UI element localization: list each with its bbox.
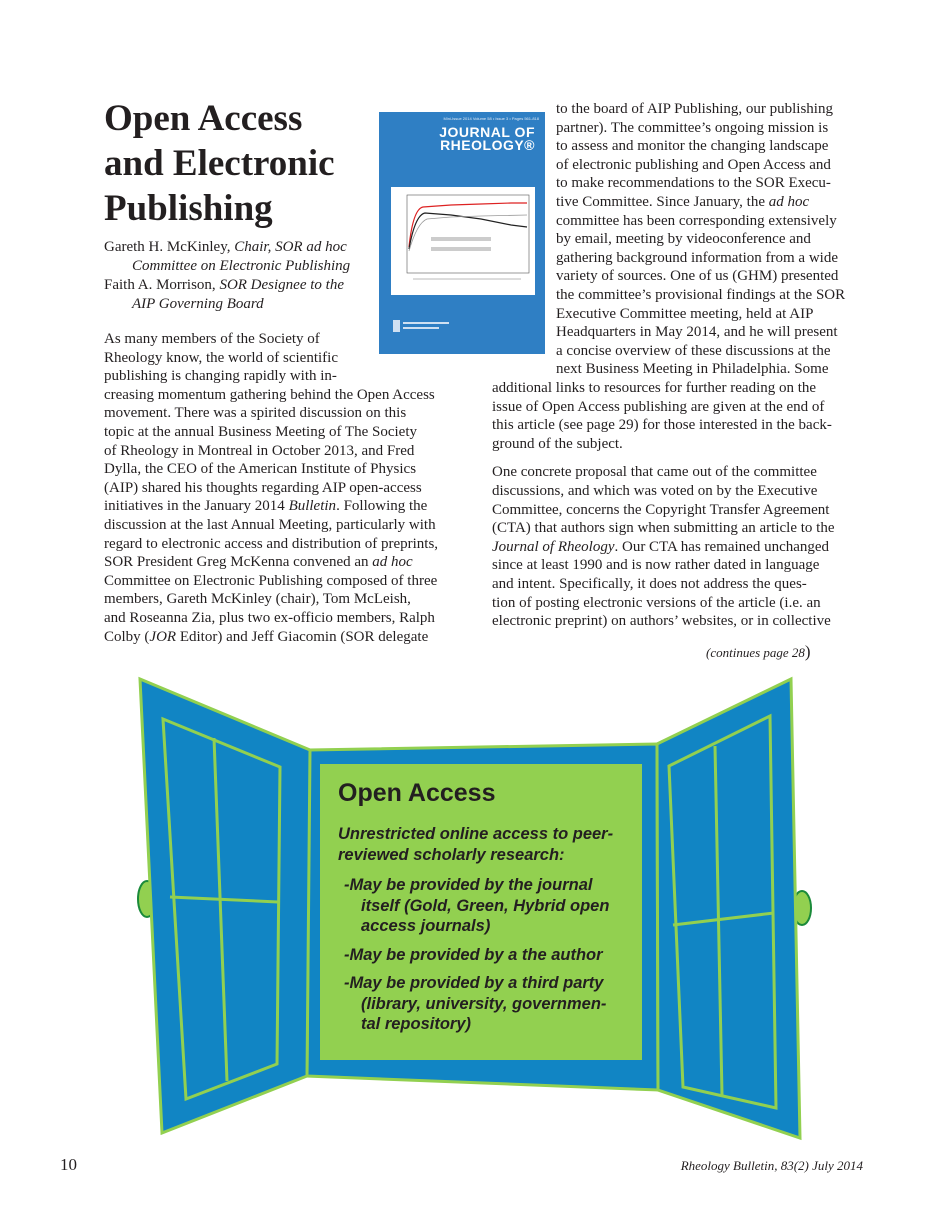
text-line: a concise overview of these discussions at the — [556, 342, 831, 359]
text-line: Journal of Rheology. Our CTA has remained unchanged — [492, 538, 830, 555]
author-name: Gareth H. McKinley, — [104, 239, 231, 255]
text-line: discussions, and which was voted on by the Executive — [492, 482, 818, 499]
text-line: (AIP) shared his thoughts regarding AIP open-access — [104, 479, 422, 496]
text-line: since at least 1990 and is now rather dated in language — [492, 557, 820, 574]
continues-note: (continues page 28) — [706, 642, 811, 661]
right-window-shutter — [657, 679, 800, 1138]
left-window-shutter — [140, 679, 310, 1133]
text-line: Colby (JOR Editor) and Jeff Giacomin (SOR delegate — [104, 628, 429, 645]
cover-volume: Mini-Issue 2014 Volume 58 • Issue 3 • Pages 561-818 — [443, 116, 539, 121]
cover-title: JOURNAL OF RHEOLOGY® — [439, 124, 535, 153]
text-line: partner). The committee’s ongoing mission is — [556, 119, 829, 136]
open-access-panel — [320, 764, 642, 1060]
panel-heading: Open Access — [338, 779, 496, 807]
text-line: Dylla, the CEO of the American Institute of Physics — [104, 461, 417, 478]
text-line: creasing momentum gathering behind the Open Access — [104, 386, 435, 403]
title-line: and Electronic — [104, 143, 335, 184]
text-line: initiatives in the January 2014 Bulletin. Following the — [104, 498, 428, 515]
text-line: electronic preprint) on authors’ websites, or in collective — [492, 613, 831, 630]
text-line: tive Committee. Since January, the ad hoc — [556, 193, 810, 210]
text-line: gathering background information from a wide — [556, 249, 838, 266]
text-line: and Roseanna Zia, plus two ex-officio members, Ralph — [104, 609, 435, 626]
text-line: by email, meeting by videoconference and — [556, 231, 811, 248]
text-line: the committee’s provisional findings at the SOR — [556, 286, 846, 303]
text-line: and intent. Specifically, it does not address the ques- — [492, 575, 807, 592]
text-line: One concrete proposal that came out of the committee — [492, 464, 817, 481]
panel-list-item: -May be provided by a third party (library, university, governmen- tal repository) — [344, 974, 607, 1033]
text-line: (CTA) that authors sign when submitting an article to the — [492, 520, 835, 537]
author-role: SOR Designee to the — [219, 277, 344, 293]
panel-list-item: -May be provided by a the author — [344, 945, 603, 964]
author-role: Chair, SOR ad hoc — [234, 239, 347, 255]
title-line: Publishing — [104, 188, 273, 229]
title-line: Open Access — [104, 98, 303, 139]
text-line: of Rheology in Montreal in October 2013, and Fred — [104, 442, 415, 459]
author-name: Faith A. Morrison, — [104, 277, 216, 293]
text-line: Rheology know, the world of scientific — [104, 349, 338, 366]
text-line: As many members of the Society of — [104, 331, 320, 347]
text-line: Headquarters in May 2014, and he will present — [556, 324, 838, 341]
text-line: to make recommendations to the SOR Execu- — [556, 175, 831, 192]
text-line: this article (see page 29) for those interested in the back- — [492, 417, 832, 434]
panel-list-item: -May be provided by the journal itself (Gold, Green, Hybrid open access journals) — [344, 876, 610, 935]
text-line: publishing is changing rapidly with in- — [104, 368, 337, 385]
text-line: next Business Meeting in Philadelphia. Some — [556, 361, 829, 378]
author-role: AIP Governing Board — [132, 296, 264, 312]
text-line: additional links to resources for further reading on the — [492, 380, 817, 396]
text-line: of electronic publishing and Open Access and — [556, 156, 831, 173]
text-line: movement. There was a spirited discussion on this — [104, 405, 407, 422]
page-number: 10 — [60, 1155, 77, 1174]
text-line: tion of posting electronic versions of the article (i.e. an — [492, 594, 821, 611]
text-line: committee has been corresponding extensively — [556, 212, 837, 229]
text-line: Executive Committee meeting, held at AIP — [556, 305, 814, 322]
text-line: discussion at the last Annual Meeting, particularly with — [104, 516, 436, 533]
text-line: regard to electronic access and distribution of preprints, — [104, 535, 439, 552]
text-line: SOR President Greg McKenna convened an ad hoc — [104, 554, 413, 571]
panel-definition: Unrestricted online access to peer- reviewed scholarly research: — [338, 825, 614, 864]
author-role: Committee on Electronic Publishing — [132, 258, 351, 274]
text-line: issue of Open Access publishing are given at the end of — [492, 398, 825, 415]
text-line: to the board of AIP Publishing, our publishing — [556, 101, 833, 117]
text-line: topic at the annual Business Meeting of The Society — [104, 423, 417, 440]
text-line: ground of the subject. — [492, 435, 623, 452]
text-line: to assess and monitor the changing landscape — [556, 138, 829, 155]
text-line: Committee, concerns the Copyright Transfer Agreement — [492, 501, 830, 518]
text-line: members, Gareth McKinley (chair), Tom McLeish, — [104, 591, 411, 608]
text-line: variety of sources. One of us (GHM) presented — [556, 268, 839, 285]
footer-citation: Rheology Bulletin, 83(2) July 2014 — [680, 1158, 863, 1173]
text-line: Committee on Electronic Publishing composed of three — [104, 572, 438, 589]
